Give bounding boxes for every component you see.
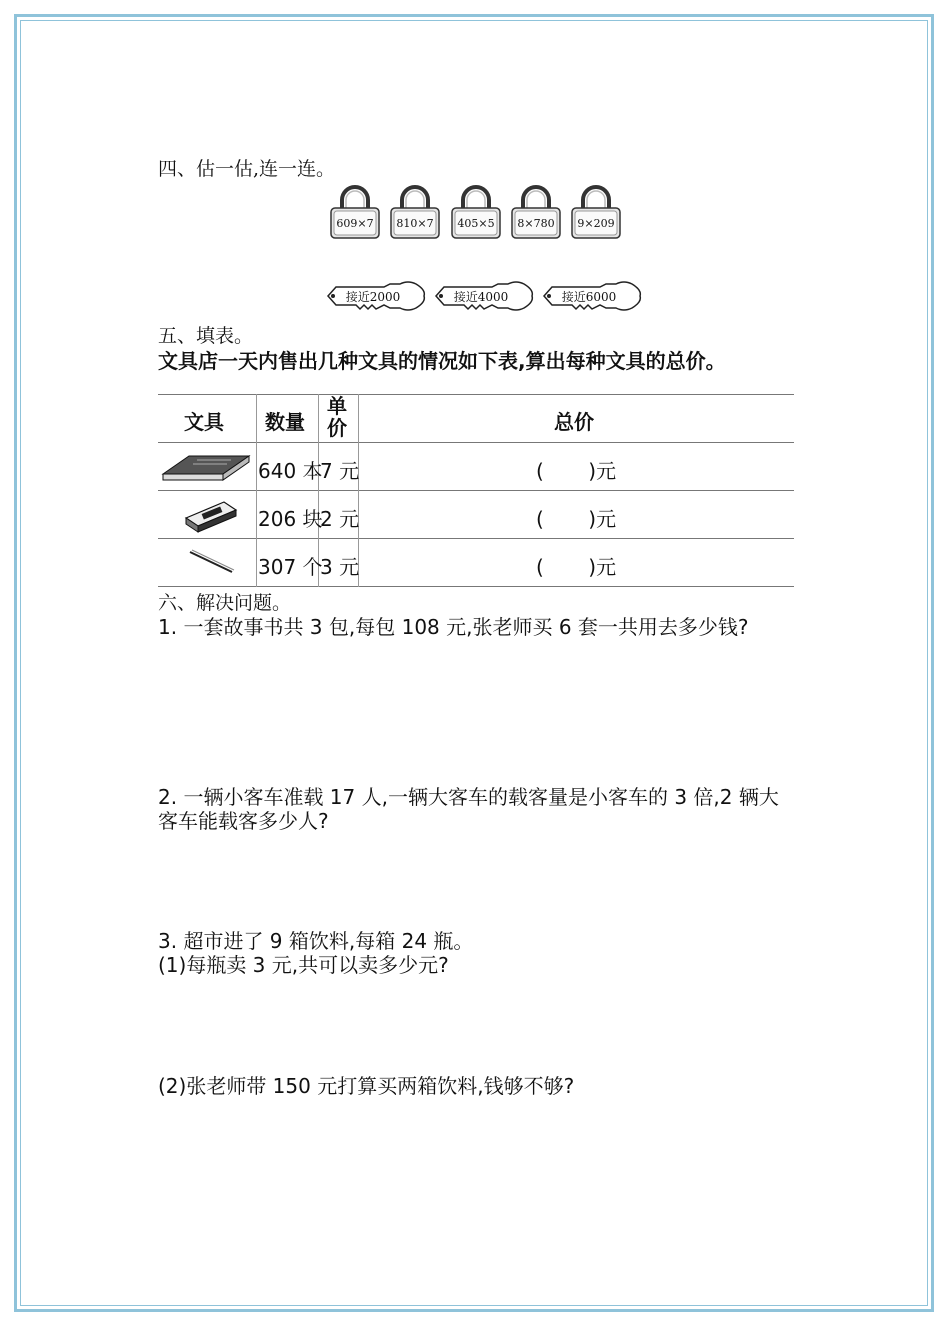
header-quantity: 数量 [265,410,305,434]
row3-quantity: 307 个 [258,555,323,579]
pencil-icon [186,548,238,576]
header-item: 文具 [184,410,224,434]
notebook-icon [161,450,251,484]
lock-5 [571,184,621,240]
lock-4 [511,184,561,240]
lock-label: 9×209 [577,217,615,230]
row2-quantity: 206 块 [258,507,323,531]
eraser-icon [180,496,240,534]
row2-total: ( )元 [536,507,617,531]
lock-icon [511,184,561,240]
lock-icon [330,184,380,240]
key-1 [324,278,428,314]
lock-label: 810×7 [396,217,434,230]
question-2-line2: 客车能载客多少人? [158,809,329,833]
table-col-divider [256,394,257,587]
key-3 [540,278,644,314]
section5-heading: 五、填表。 [158,325,254,347]
table-rule [158,538,794,539]
question-3-part1: (1)每瓶卖 3 元,共可以卖多少元? [158,953,449,977]
lock-icon [571,184,621,240]
question-2-line1: 2. 一辆小客车准载 17 人,一辆大客车的载客量是小客车的 3 倍,2 辆大 [158,785,779,809]
lock-icon [390,184,440,240]
row2-price: 2 元 [320,507,360,531]
question-3: 3. 超市进了 9 箱饮料,每箱 24 瓶。 [158,929,474,953]
section6-heading: 六、解决问题。 [158,592,292,614]
key-2 [432,278,536,314]
lock-label: 8×780 [517,217,555,230]
header-total: 总价 [554,410,594,434]
question-3-part2: (2)张老师带 150 元打算买两箱饮料,钱够不够? [158,1074,575,1098]
row1-quantity: 640 本 [258,459,323,483]
row3-total: ( )元 [536,555,617,579]
key-label: 接近4000 [453,290,509,304]
key-label: 接近2000 [345,290,401,304]
section5-intro: 文具店一天内售出几种文具的情况如下表,算出每种文具的总价。 [158,349,726,373]
key-label: 接近6000 [561,290,617,304]
table-rule [158,394,794,395]
table-rule [158,442,794,443]
row1-total: ( )元 [536,459,617,483]
header-price: 单价 [327,394,347,440]
table-rule [158,586,794,587]
lock-1 [330,184,380,240]
table-rule [158,490,794,491]
lock-label: 405×5 [457,217,495,230]
lock-2 [390,184,440,240]
row1-price: 7 元 [320,459,360,483]
lock-3 [451,184,501,240]
row3-price: 3 元 [320,555,360,579]
section4-heading: 四、估一估,连一连。 [158,158,336,180]
lock-icon [451,184,501,240]
lock-label: 609×7 [336,217,374,230]
stationery-table [158,394,794,587]
question-1: 1. 一套故事书共 3 包,每包 108 元,张老师买 6 套一共用去多少钱? [158,615,749,639]
